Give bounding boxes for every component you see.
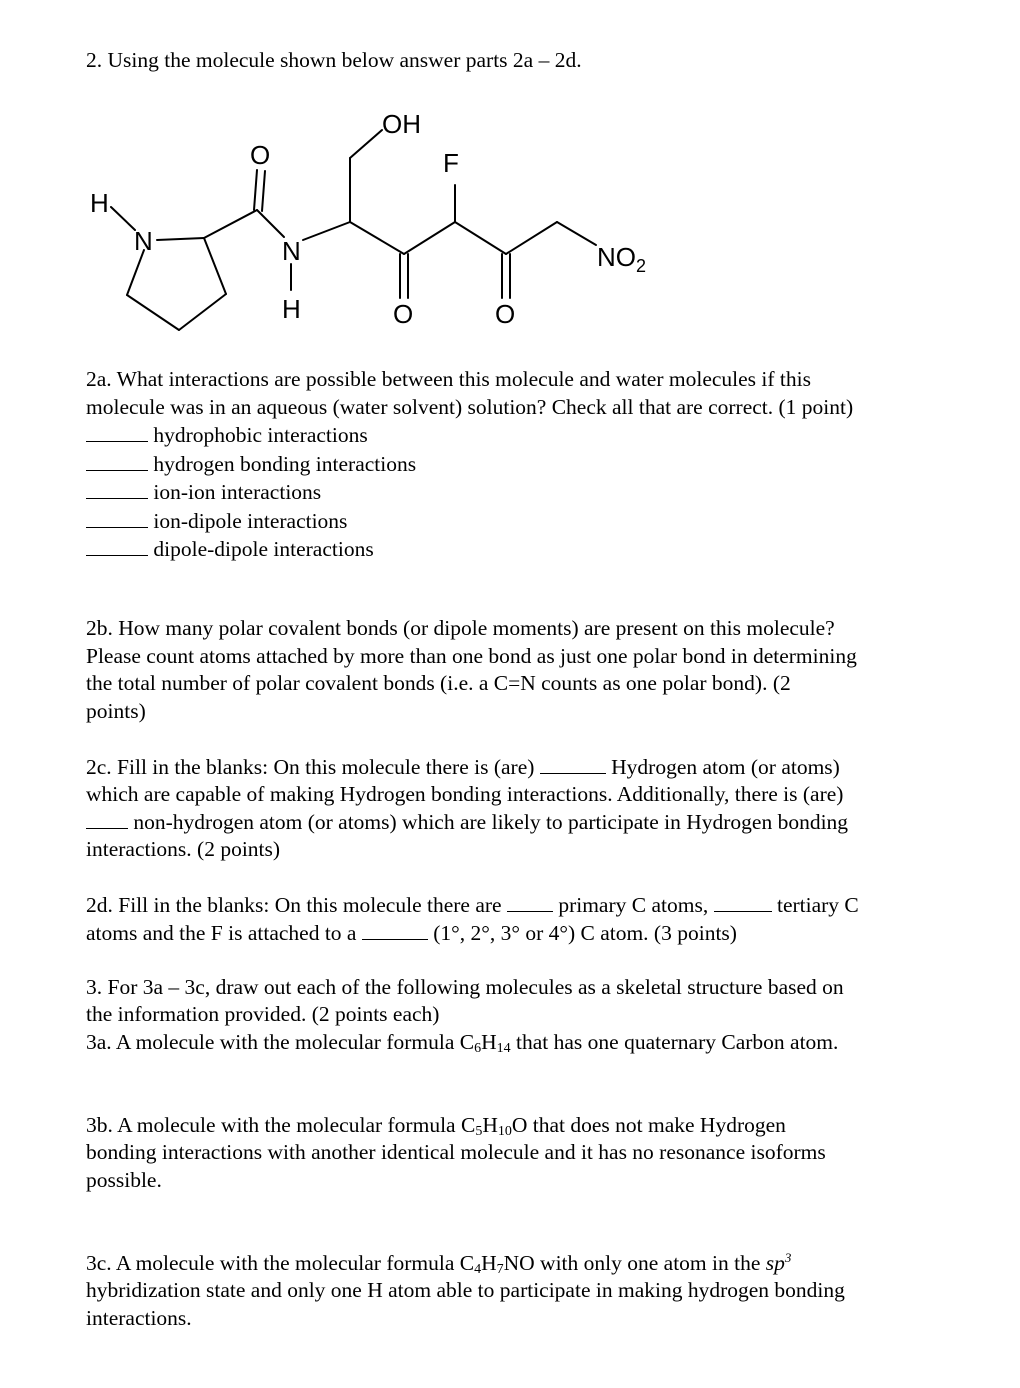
bond-amide-co-1: [254, 170, 257, 210]
atom-n-ring: N: [134, 226, 153, 256]
q3b-line-3: possible.: [86, 1168, 162, 1192]
q2d-blank-tertiary[interactable]: [714, 891, 772, 912]
q2d-blank-primary[interactable]: [507, 891, 553, 912]
atom-n-amide: N: [282, 236, 301, 266]
q2c-line-4: interactions. (2 points): [86, 837, 281, 861]
q3c-line-1: 3c. A molecule with the molecular formula $C_4H_7NO$ with only one atom in the $sp^3$: [86, 1250, 792, 1277]
q3c-line-3: interactions.: [86, 1306, 192, 1330]
atom-h-ring: H: [90, 188, 109, 218]
bond-carbonyl-n: [257, 210, 284, 237]
checkbox-blank[interactable]: [86, 421, 148, 442]
molecule-structure: [0, 0, 1020, 340]
atom-oh: OH: [382, 109, 421, 139]
q2c-line-2: which are capable of making Hydrogen bonding interactions. Additionally, there is (are): [86, 782, 844, 806]
atom-o-amide: O: [250, 140, 271, 170]
q2a-line-2: molecule was in an aqueous (water solvent) solution? Check all that are correct. (1 point): [86, 395, 854, 419]
bond-ring-c4-c5: [127, 295, 179, 330]
bond-h-n-ring: [111, 207, 135, 230]
q2a-option-hydrogen-bonding: hydrogen bonding interactions: [86, 450, 416, 479]
question-2-title: 2. Using the molecule shown below answer parts 2a – 2d.: [86, 48, 582, 72]
q2b-line-2: Please count atoms attached by more than one bond as just one polar bond in determining: [86, 644, 857, 668]
q2a-option-dipole-dipole: dipole-dipole interactions: [86, 535, 416, 564]
atom-h-amide: H: [282, 294, 301, 324]
bond-ring-carbonyl: [204, 210, 257, 238]
q2c-line-1: 2c. Fill in the blanks: On this molecule there is (are) Hydrogen atom (or atoms): [86, 755, 840, 779]
bond-ring-c2-c3: [204, 238, 226, 294]
q3-line-1: 3. For 3a – 3c, draw out each of the following molecules as a skeletal structure based on: [86, 975, 844, 999]
q2a-option-ion-ion: ion-ion interactions: [86, 478, 416, 507]
bond-ring-c5-n: [127, 250, 144, 295]
q2c-blank-h-count[interactable]: [540, 753, 606, 774]
q3b-line-1: 3b. A molecule with the molecular formula $C_5H_{10}O$ that does not make Hydrogen: [86, 1113, 786, 1139]
bond-n-ch: [303, 222, 350, 240]
q2a-option-ion-dipole: ion-dipole interactions: [86, 507, 416, 536]
checkbox-blank[interactable]: [86, 478, 148, 499]
checkbox-blank[interactable]: [86, 450, 148, 471]
q3c-line-2: hybridization state and only one H atom able to participate in making hydrogen bonding: [86, 1278, 845, 1302]
atom-o-ketone1: O: [393, 299, 414, 329]
q2d-blank-f-carbon[interactable]: [362, 919, 428, 940]
checkbox-blank[interactable]: [86, 507, 148, 528]
bond-ring-n-c2: [157, 238, 204, 240]
q2a-line-1: 2a. What interactions are possible between this molecule and water molecules if this: [86, 367, 811, 391]
atom-no2: $NO_2$: [597, 242, 647, 276]
bond-ketone1-chf: [404, 222, 455, 254]
bond-ch2-no2: [557, 222, 596, 245]
bond-chf-ketone2: [455, 222, 506, 254]
q3b-line-2: bonding interactions with another identical molecule and it has no resonance isoforms: [86, 1140, 826, 1164]
bond-ch2-oh: [350, 130, 382, 158]
bond-ketone2-ch2: [506, 222, 557, 254]
q2b-line-1: 2b. How many polar covalent bonds (or dipole moments) are present on this molecule?: [86, 616, 835, 640]
bond-ring-c3-c4: [179, 294, 226, 330]
bond-amide-co-2: [262, 171, 265, 211]
q2a-option-hydrophobic: hydrophobic interactions: [86, 421, 416, 450]
checkbox-blank[interactable]: [86, 535, 148, 556]
atom-f: F: [443, 148, 459, 178]
q2d-line-1: 2d. Fill in the blanks: On this molecule there are primary C atoms, tertiary C: [86, 893, 859, 917]
q3a-text: 3a. A molecule with the molecular formula $C_6H_{14}$ that has one quaternary Carbon atom.: [86, 1030, 839, 1056]
q2d-line-2: atoms and the F is attached to a (1°, 2°, 3° or 4°) C atom. (3 points): [86, 921, 737, 945]
q2b-line-3: the total number of polar covalent bonds (i.e. a C=N counts as one polar bond). (2: [86, 671, 791, 695]
q3-line-2: the information provided. (2 points each): [86, 1002, 440, 1026]
q2c-blank-nonh-count[interactable]: [86, 808, 128, 829]
q2c-line-3: non-hydrogen atom (or atoms) which are likely to participate in Hydrogen bonding: [86, 808, 848, 837]
bond-ch-ketone1: [350, 222, 404, 254]
atom-o-ketone2: O: [495, 299, 516, 329]
q2a-options: [86, 421, 416, 564]
q2b-line-4: points): [86, 699, 146, 723]
